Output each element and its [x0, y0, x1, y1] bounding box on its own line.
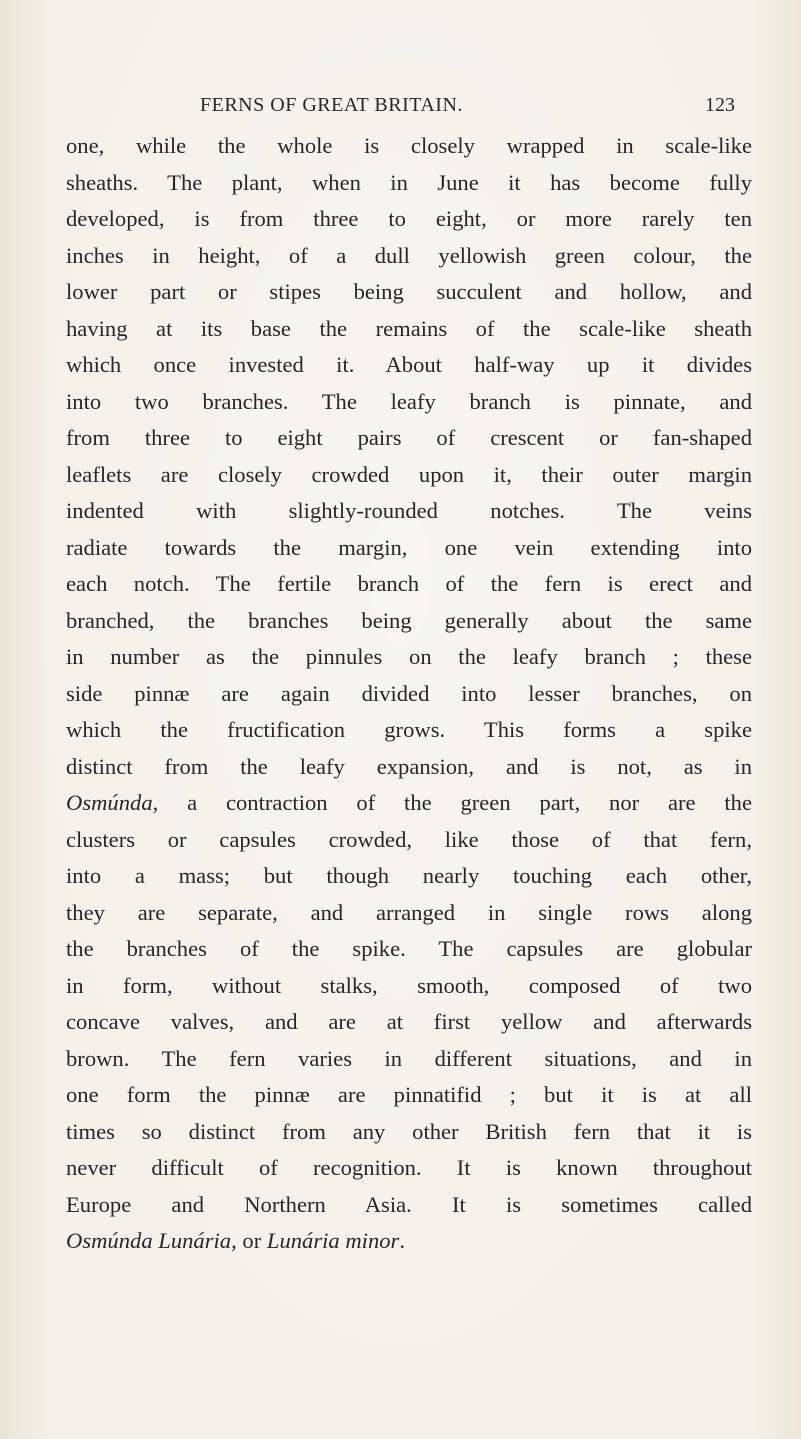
text-line [66, 1223, 752, 1260]
text-segment: . [399, 1228, 405, 1253]
text-segment: Europe and Northern Asia. It is sometimes called [66, 1191, 752, 1217]
text-line [66, 1004, 752, 1041]
text-segment: from three to eight pairs of crescent or fan-shaped [66, 425, 752, 450]
text-segment: inches in height, of a dull yellowish green colour, the [66, 242, 752, 268]
text-segment: never difficult of recognition. It is known throughout [66, 1155, 752, 1180]
text-line [66, 530, 752, 567]
text-segment: distinct from the leafy expansion, and is not, as in [66, 753, 752, 779]
text-segment: radiate towards the margin, one vein extending into [66, 534, 752, 560]
text-line [66, 457, 752, 494]
text-line [66, 566, 752, 603]
italic-text: Lunária minor [266, 1228, 400, 1253]
text-segment: brown. The fern varies in different situations, and in [66, 1045, 752, 1071]
text-segment: in number as the pinnules on the leafy branch ; these [66, 644, 752, 669]
text-line [66, 968, 752, 1005]
text-line [66, 931, 752, 968]
text-segment: which once invested it. About half-way up it divides [66, 352, 752, 377]
text-segment: one, while the whole is closely wrapped in scale-like [66, 133, 752, 158]
italic-text: Osmúnda Lunária [66, 1228, 232, 1253]
text-line [66, 1114, 752, 1151]
text-line [66, 712, 752, 749]
text-line [66, 639, 752, 676]
text-line [66, 493, 752, 530]
text-segment: which the fructification grows. This forms a spike [66, 717, 752, 742]
text-line [66, 238, 752, 275]
text-segment: having at its base the remains of the scale-like sheath [66, 315, 752, 341]
text-line [66, 1187, 752, 1224]
text-segment: , a contraction of the green part, nor are the [152, 790, 752, 815]
text-line [66, 420, 752, 457]
text-segment: developed, is from three to eight, or more rarely ten [66, 206, 752, 231]
body-text [66, 128, 752, 1260]
text-line [66, 1077, 752, 1114]
text-segment: into two branches. The leafy branch is pinnate, and [66, 388, 752, 414]
text-line [66, 201, 752, 238]
text-segment: concave valves, and are at first yellow and afterwards [66, 1009, 752, 1034]
text-segment: times so distinct from any other British fern that it is [66, 1118, 752, 1144]
text-line [66, 785, 752, 822]
text-line [66, 1150, 752, 1187]
text-segment: they are separate, and arranged in single rows along [66, 899, 752, 925]
text-line [66, 128, 752, 165]
text-line [66, 165, 752, 202]
running-title: FERNS OF GREAT BRITAIN. [200, 94, 463, 116]
text-segment: , or [231, 1228, 267, 1253]
text-segment: into a mass; but though nearly touching each other, [66, 863, 752, 888]
text-line [66, 749, 752, 786]
text-line [66, 822, 752, 859]
text-segment: sheaths. The plant, when in June it has become fully [66, 169, 752, 195]
italic-text: Osmúnda [66, 790, 153, 815]
text-segment: clusters or capsules crowded, like those of that fern, [66, 826, 752, 852]
text-line [66, 1041, 752, 1078]
text-segment: leaflets are closely crowded upon it, their outer margin [66, 461, 752, 487]
text-line [66, 676, 752, 713]
text-segment: lower part or stipes being succulent and hollow, and [66, 279, 752, 304]
text-line [66, 895, 752, 932]
text-segment: indented with slightly-rounded notches. The veins [66, 498, 752, 523]
text-line [66, 858, 752, 895]
text-segment: in form, without stalks, smooth, composed of two [66, 972, 752, 998]
page-number: 123 [705, 94, 735, 116]
text-line [66, 384, 752, 421]
text-segment: the branches of the spike. The capsules are globular [66, 936, 752, 961]
text-line [66, 603, 752, 640]
text-line [66, 274, 752, 311]
text-segment: branched, the branches being generally about the same [66, 607, 752, 633]
text-line [66, 311, 752, 348]
text-segment: side pinnæ are again divided into lesser branches, on [66, 680, 752, 706]
running-head [0, 94, 801, 124]
text-line [66, 347, 752, 384]
text-segment: each notch. The fertile branch of the fern is erect and [66, 571, 752, 596]
text-segment: one form the pinnæ are pinnatifid ; but it is at all [66, 1082, 752, 1107]
